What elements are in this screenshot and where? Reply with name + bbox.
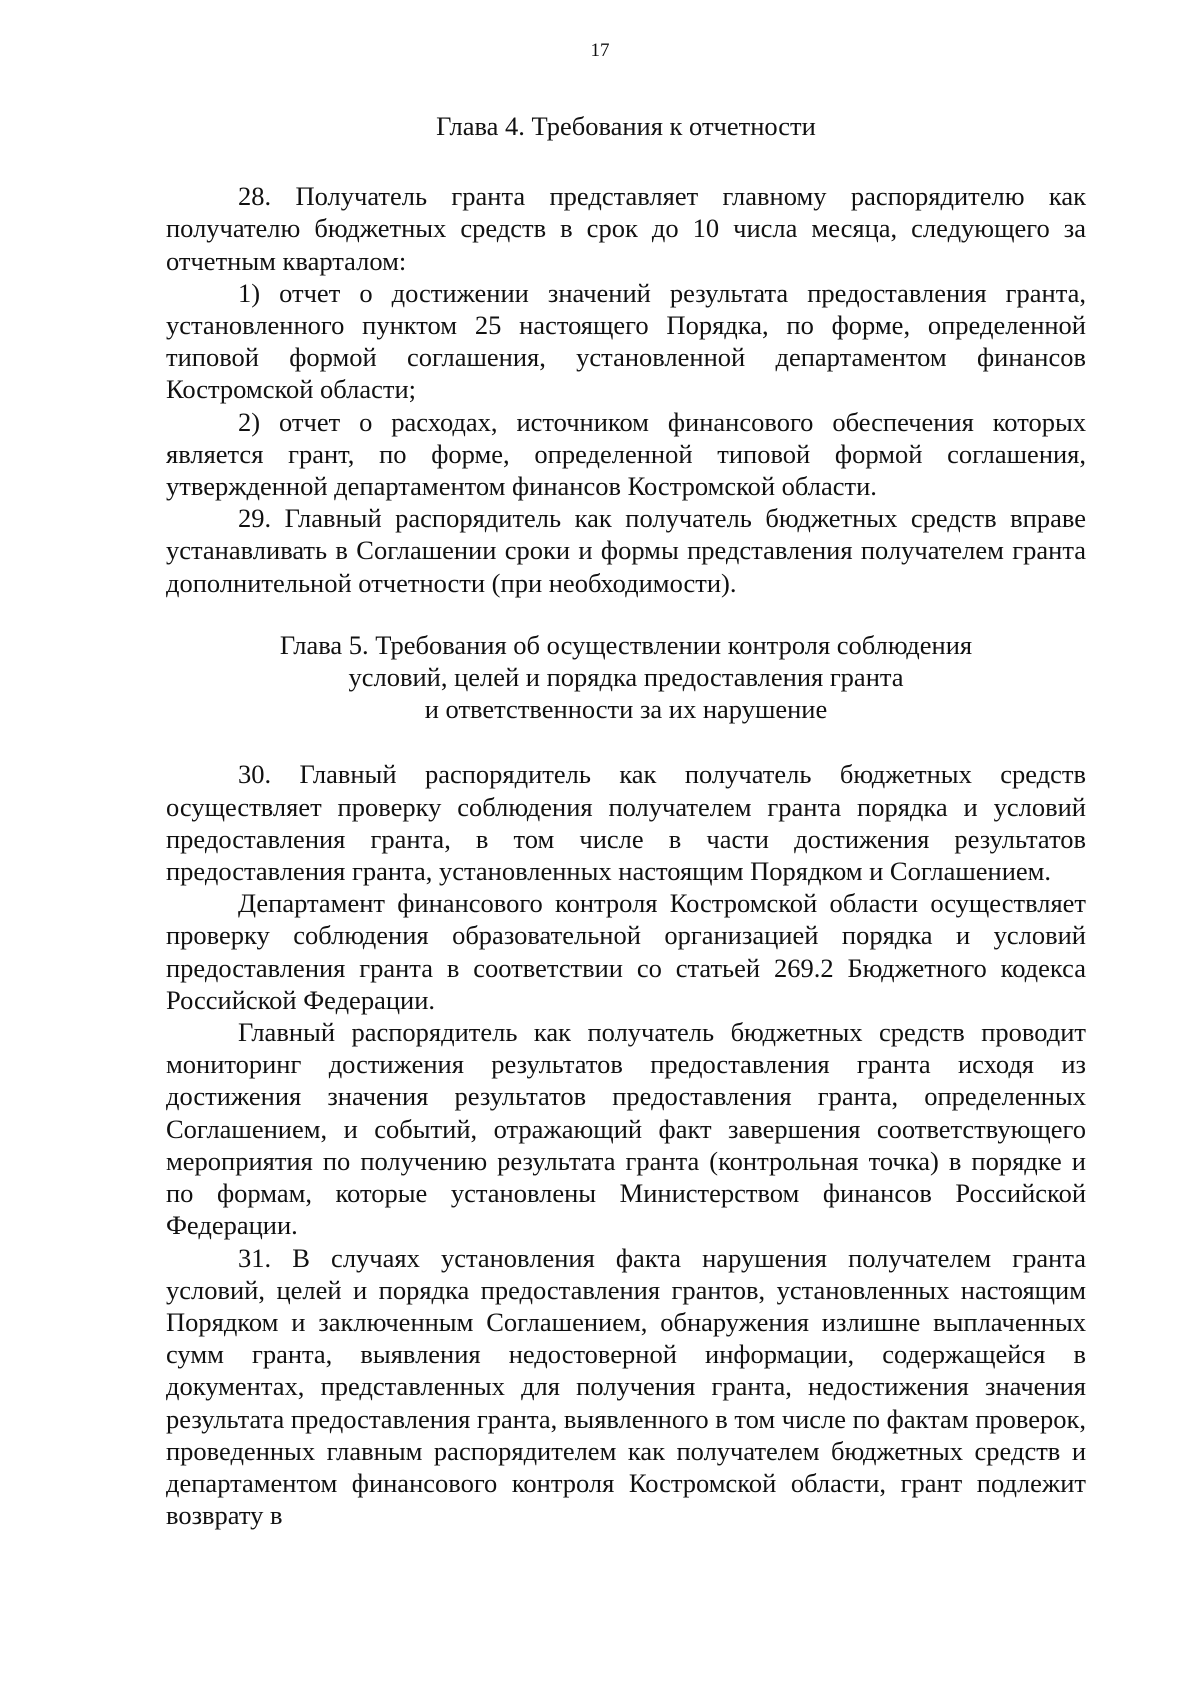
paragraph-30: 30. Главный распорядитель как получатель бюджетных средств осуществляет проверку соблюдения получателем гранта порядка и условий предоставления гранта, в том числе в части достижения результатов предоставления гранта, установленных настоящим Порядком и Соглашением. (166, 759, 1086, 887)
chapter-5-heading (166, 629, 1086, 726)
document-body (166, 110, 1086, 1531)
paragraph-30-financial-control: Департамент финансового контроля Костромской области осуществляет проверку соблюдения образовательной организацией порядка и условий предоставления гранта в соответствии со статьей 269.2 Бюджетного кодекса Российской Федерации. (166, 888, 1086, 1015)
chapter-5-heading-line: и ответственности за их нарушение (424, 694, 828, 725)
paragraph-28: 28. Получатель гранта представляет главному распорядителю как получателю бюджетных средств в срок до 10 числа месяца, следующего за отчетным кварталом: (166, 181, 1086, 276)
paragraph-30-monitoring: Главный распорядитель как получатель бюджетных средств проводит мониторинг достижения результатов предоставления гранта исходя из достижения значения результатов предоставления гранта, определенных Соглашением, и событий, отражающий факт завершения соответствующего мероприятия по получению результата гранта (контрольная точка) в порядке и по формам, которые установлены Министерством финансов Российской Федерации. (166, 1017, 1086, 1241)
paragraph-28-item-1: 1) отчет о достижении значений результата предоставления гранта, установленного пунктом 25 настоящего Порядка, по форме, определенной типовой формой соглашения, установленной департаментом финансов Костромской области; (166, 277, 1086, 405)
paragraph-29: 29. Главный распорядитель как получатель бюджетных средств вправе устанавливать в Соглашении сроки и формы представления получателем гранта дополнительной отчетности (при необходимости). (166, 503, 1086, 598)
chapter-5-heading-line: Глава 5. Требования об осуществлении контроля соблюдения (279, 629, 973, 660)
page-number: 17 (590, 40, 610, 61)
paragraph-31: 31. В случаях установления факта нарушения получателем гранта условий, целей и порядка предоставления грантов, установленных настоящим Порядком и заключенным Соглашением, обнаружения излишне выплаченных сумм гранта, выявления недостоверной информации, содержащейся в документах, представленных для получения гранта, недостижения значения результата предоставления гранта, выявленного в том числе по фактам проверок, проведенных главным распорядителем как получателем бюджетных средств и департаментом финансового контроля Костромской области, грант подлежит возврату в (166, 1242, 1086, 1531)
paragraph-28-item-2: 2) отчет о расходах, источником финансового обеспечения которых является грант, по форме, определенной типовой формой соглашения, утвержденной департаментом финансов Костромской области. (166, 406, 1086, 502)
chapter-4-heading: Глава 4. Требования к отчетности (436, 111, 816, 141)
chapter-5-heading-line: условий, целей и порядка предоставления гранта (348, 662, 904, 693)
